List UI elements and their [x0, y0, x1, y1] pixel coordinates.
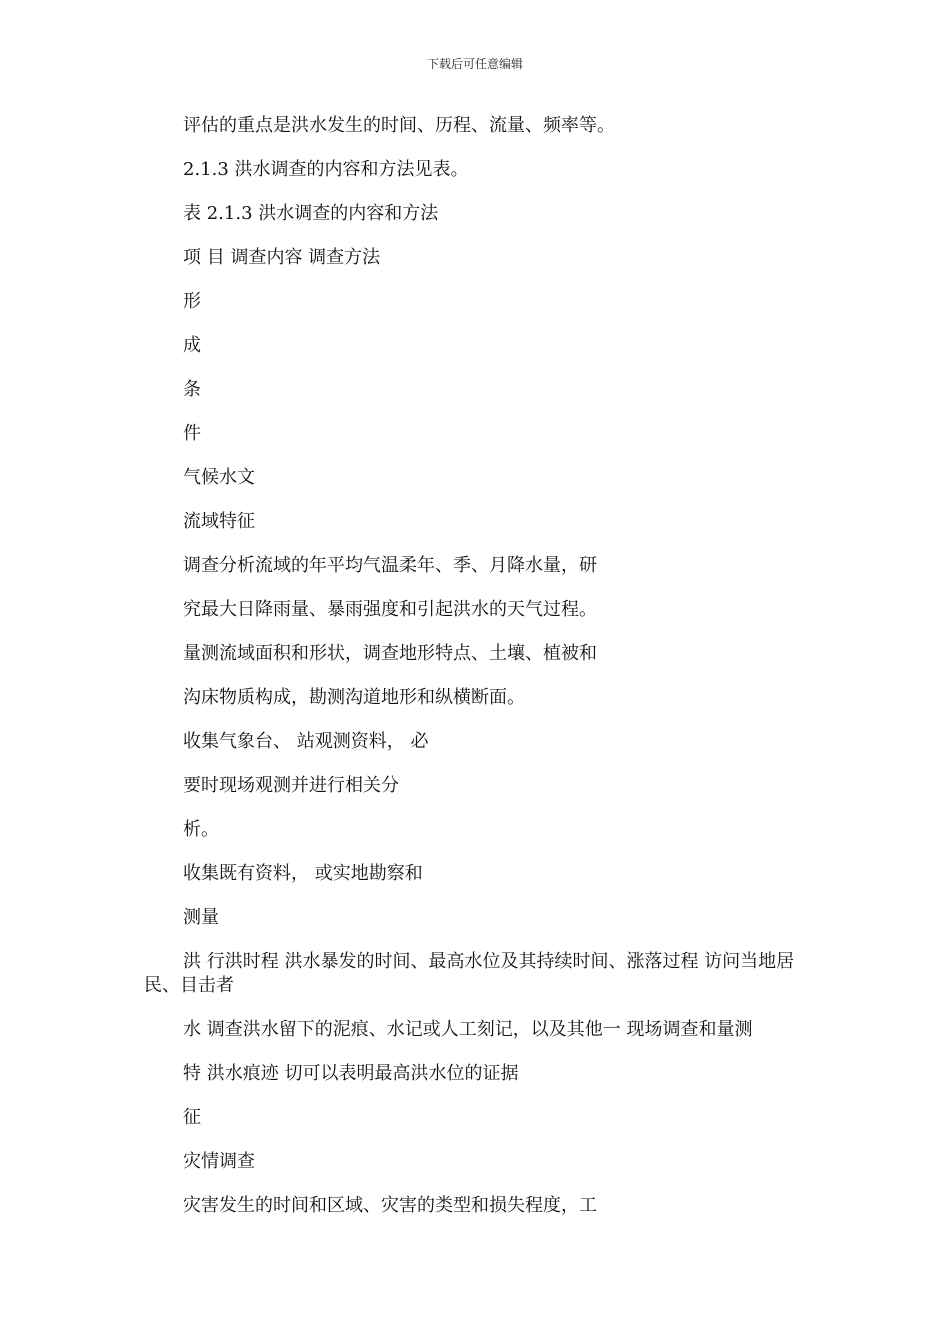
- table-header-row: 项 目 调查内容 调查方法: [183, 247, 381, 268]
- table-cell-method-line: 析。: [183, 819, 219, 840]
- table-row-flood-marks: 水 调查洪水留下的泥痕、水记或人工刻记，以及其他一 现场调查和量测: [183, 1019, 753, 1040]
- table-cell-content-line: 沟床物质构成，勘测沟道地形和纵横断面。: [183, 687, 525, 708]
- table-cell-fragment: 形: [183, 291, 201, 312]
- table-cell-method-line: 要时现场观测并进行相关分: [183, 775, 399, 796]
- paragraph-assessment-focus: 评估的重点是洪水发生的时间、历程、流量、频率等。: [183, 115, 615, 136]
- table-cell-fragment: 条: [183, 379, 201, 400]
- table-caption: 表 2.1.3 洪水调查的内容和方法: [183, 203, 439, 224]
- table-cell-disaster-survey: 灾情调查: [183, 1151, 255, 1172]
- table-cell-content-line: 究最大日降雨量、暴雨强度和引起洪水的天气过程。: [183, 599, 597, 620]
- table-cell-content-line: 量测流域面积和形状，调查地形特点、土壤、植被和: [183, 643, 597, 664]
- page-header: 下载后可任意编辑: [426, 57, 523, 71]
- table-cell-content-line: 灾害发生的时间和区域、灾害的类型和损失程度，工: [183, 1195, 597, 1216]
- table-cell-fragment: 件: [183, 423, 201, 444]
- table-row-flood-traces: 特 洪水痕迹 切可以表明最高洪水位的证据: [183, 1063, 519, 1084]
- table-cell-method-line: 收集既有资料， 或实地勘察和: [183, 863, 423, 884]
- table-cell-method-line: 测量: [183, 907, 219, 928]
- table-cell-climate-hydrology: 气候水文: [183, 467, 255, 488]
- table-cell-fragment: 成: [183, 335, 201, 356]
- table-cell-basin-features: 流域特征: [183, 511, 255, 532]
- table-row-flood-timing: 洪 行洪时程 洪水暴发的时间、最高水位及其持续时间、涨落过程 访问当地居民、目击者: [144, 951, 795, 996]
- document-body: [144, 114, 804, 1238]
- table-cell-content-line: 调查分析流域的年平均气温柔年、季、月降水量，研: [183, 555, 597, 576]
- paragraph-section-2-1-3: 2.1.3 洪水调查的内容和方法见表。: [183, 159, 469, 180]
- table-cell-method-line: 收集气象台、 站观测资料， 必: [183, 731, 429, 752]
- table-cell-fragment: 征: [183, 1107, 201, 1128]
